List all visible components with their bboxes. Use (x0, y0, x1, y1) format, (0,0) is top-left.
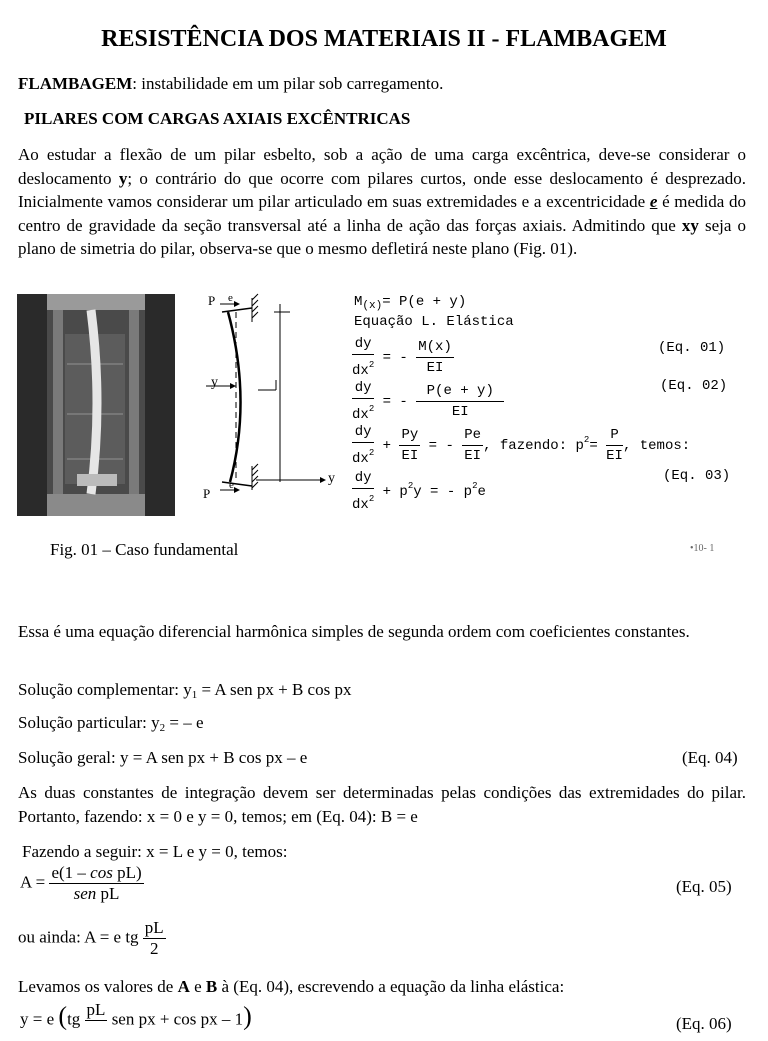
general-solution: Solução geral: y = A sen px + B cos px – e (18, 748, 308, 767)
eq06: y = e (tg pL sen px + cos px – 1) (20, 1000, 252, 1031)
diagram-load-bottom: P (203, 486, 211, 501)
paragraph-constants: As duas constantes de integração devem ser determinadas pelas condições das extremidades do pilar. Portanto, fazendo: x = 0 e y = 0, temos; em (Eq. 04): B = e (18, 783, 746, 826)
definition-term: FLAMBAGEM (18, 74, 133, 93)
definition-line (18, 72, 443, 96)
eq03-tag: (Eq. 03) (663, 468, 731, 484)
eq02-tag: (Eq. 02) (660, 378, 728, 394)
page-title: RESISTÊNCIA DOS MATERIAIS II - FLAMBAGEM (101, 26, 667, 52)
eq05-tag: (Eq. 05) (676, 877, 732, 896)
moment-equation: $M_{(x)}= P(e + y)$ (354, 294, 467, 312)
definition-text: : instabilidade em um pilar sob carregamento. (132, 74, 444, 93)
paragraph-harmonic: Essa é uma equação diferencial harmônica simples de segunda ordem com coeficientes constantes. (18, 622, 690, 641)
column-diagram (200, 290, 330, 505)
eq02: $\frac{dy}{dx^2}$ = - $\frac{P(e + y)}{EI}$ (352, 378, 504, 425)
eq05: A = $\frac{\text{e(1 – cos pL)}}{\text{sen pL}}$ (20, 863, 142, 903)
intro-paragraph (18, 143, 746, 261)
diagram-deflection: y (211, 375, 218, 390)
eq03-derivation: $\frac{dy}{dx^2}$ + $\frac{Py}{EI}$ = - $\frac{Pe}{EI}$ , fazendo: $p^2=$ $\frac{P}{EI}$ , temos: (352, 424, 691, 467)
intro-bold-y: y (118, 168, 128, 188)
diagram-ecc-top: e (228, 292, 233, 304)
eq06-tag: (Eq. 06) (676, 1014, 732, 1033)
particular-solution: Solução particular: $y_2$ = – e (18, 713, 204, 734)
eq04-tag: (Eq. 04) (682, 748, 738, 767)
section-heading: PILARES COM CARGAS AXIAIS EXCÊNTRICAS (24, 109, 411, 128)
intro-bold-xy: xy (681, 215, 699, 235)
page-marker: •10- 1 (690, 543, 715, 554)
eq01: $\frac{dy}{dx^2}$ = - $\frac{M(x)}{EI}$ (352, 336, 452, 379)
intro-bold-e: e (649, 192, 658, 211)
figure-caption: Fig. 01 – Caso fundamental (50, 540, 239, 559)
column-photo (17, 294, 175, 516)
paragraph-substitute: Levamos os valores de A e B à (Eq. 04), escrevendo a equação da linha elástica: (18, 977, 565, 996)
diagram-axis-y: y (328, 471, 335, 486)
intro-text-4: seja o plano de simetria do pilar, observa-se que o mesmo defletirá neste plano (Fig. 01). (18, 215, 746, 258)
eq03: $\frac{dy}{dx^2}$ + $p^2y$ = - $p^2e$ (352, 470, 486, 513)
eq01-tag: (Eq. 01) (658, 340, 726, 356)
complementary-solution: Solução complementar: $y_1 = A$ sen px + B cos px (18, 680, 352, 701)
intro-text-3: é medida do centro de gravidade da seção transversal até a linha de ação das forças axiais. Admitindo que (18, 192, 746, 235)
alternative-form: ou ainda: A = e tg $\frac{pL}{2}$ (18, 918, 164, 958)
intro-text-1: Ao estudar a flexão de um pilar esbelto, sob a ação de uma carga excêntrica, deve-se considerar o deslocamento (18, 145, 746, 188)
intro-text-2: ; o contrário do que ocorre com pilares curtos, onde esse deslocamento é desprezado. Inicialmente vamos considerar um pilar articulado em suas extremidades e a excentricidade (18, 168, 746, 211)
next-condition: Fazendo a seguir: x = L e y = 0, temos: (22, 842, 288, 861)
column-photo-image (17, 294, 175, 516)
diagram-ecc-bottom: e (229, 479, 234, 491)
diagram-load-top: P (208, 293, 216, 308)
elastic-line-label: Equação L. Elástica (354, 314, 514, 330)
